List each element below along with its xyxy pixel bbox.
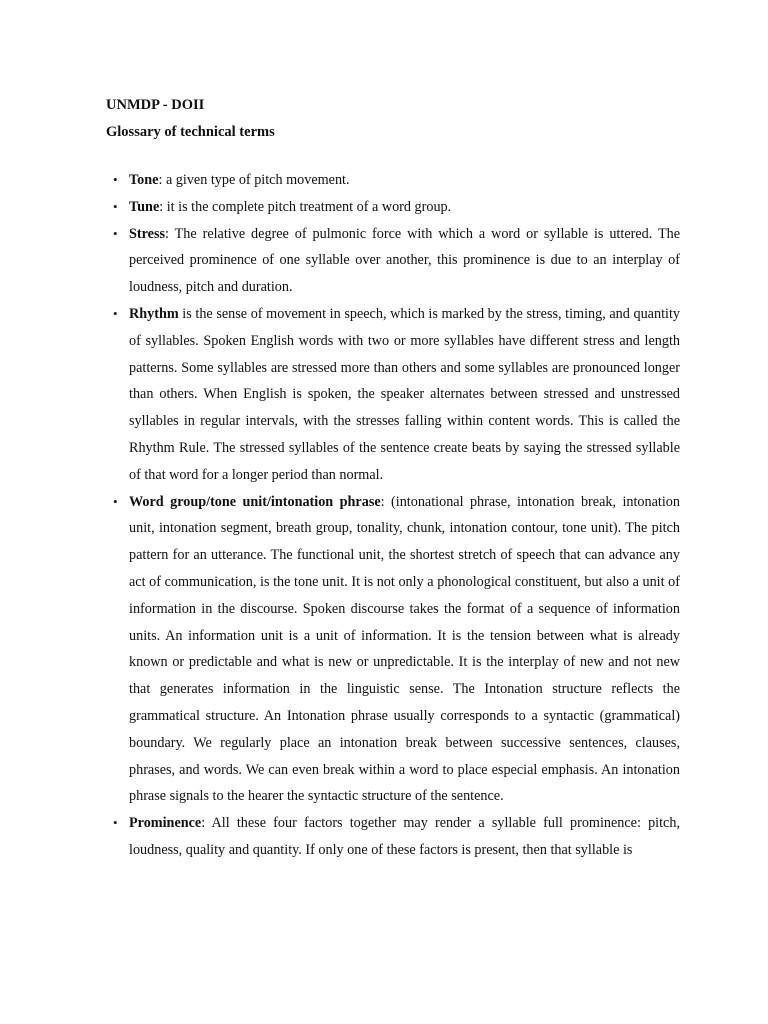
glossary-entry-tone — [106, 167, 680, 194]
glossary-entry-prominence — [106, 810, 680, 864]
term: Word group/tone unit/intonation phrase — [129, 493, 381, 510]
document-header — [106, 92, 686, 146]
glossary-entry-rhythm — [106, 301, 680, 489]
term: Tune — [129, 198, 160, 215]
glossary-entry-word-group — [106, 489, 680, 811]
document-title: Glossary of technical terms — [106, 124, 275, 140]
definition: : a given type of pitch movement. — [158, 172, 350, 188]
course-code: UNMDP - DOII — [106, 97, 205, 113]
definition: : (intonational phrase, intonation break, intonation unit, intonation segment, breath group, tonality, chunk, intonation contour, tone unit). The pitch pattern for an utterance. The functional unit, the shortest stretch of speech that can advance any act of communication, is the tone unit. It is not only a phonological constituent, but also a unit of information in the discourse. Spoken discourse takes the format of a sequence of information units. An information unit is a unit of information. It is the tension between what is already known or predictable and what is new or unpredictable. It is the interplay of new and not new that generates information in the linguistic sense. The Intonation structure reflects the grammatical structure. An Intonation phrase usually corresponds to a syntactic (grammatical) boundary. We regularly place an intonation break between successive sentences, clauses, phrases, and words. We can even break within a word to place especial emphasis. An intonation phrase signals to the hearer the syntactic structure of the sentence. — [129, 493, 680, 805]
bullet-icon: • — [113, 225, 118, 241]
bullet-icon: • — [113, 172, 118, 187]
glossary-entry-tune — [106, 194, 680, 221]
bullet-icon: • — [113, 815, 118, 831]
definition: is the sense of movement in speech, which is marked by the stress, timing, and quantity of syllables. Spoken English words with two or more syllables have different stress and length patterns. Some syllables are stressed more than others and some syllables are pronounced longer than others. When English is spoken, the speaker alternates between stressed and unstressed syllables in regular intervals, with the stresses falling within content words. This is called the Rhythm Rule. The stressed syllables of the sentence create beats by saying the stressed syllable of that word for a longer period than normal. — [129, 305, 680, 483]
term: Rhythm — [129, 305, 179, 322]
bullet-icon: • — [113, 493, 118, 509]
term: Stress — [129, 225, 165, 242]
term: Tone — [129, 172, 159, 188]
definition: : it is the complete pitch treatment of a word group. — [159, 198, 452, 215]
glossary-entry-stress — [106, 221, 680, 301]
definition: : The relative degree of pulmonic force with which a word or syllable is uttered. The perceived prominence of one syllable over another, this prominence is due to an interplay of loudness, pitch and duration. — [129, 225, 680, 296]
term: Prominence — [129, 815, 202, 832]
glossary-list — [106, 167, 680, 864]
bullet-icon: • — [113, 198, 118, 214]
bullet-icon: • — [113, 305, 118, 321]
definition: : All these four factors together may render a syllable full prominence: pitch, loudness, quality and quantity. If only one of these factors is present, then that syllable is — [129, 815, 680, 858]
